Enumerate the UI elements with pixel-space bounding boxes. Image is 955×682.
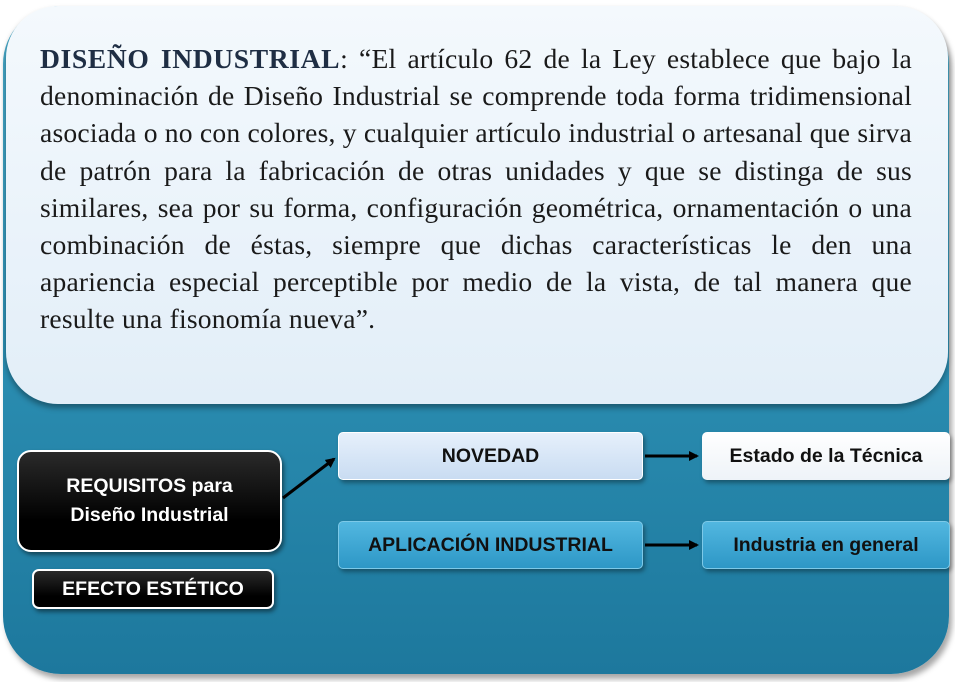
industria-general-box: Industria en general	[702, 521, 950, 569]
definition-term: DISEÑO INDUSTRIAL	[40, 43, 341, 74]
requisitos-line-1: REQUISITOS para	[66, 475, 233, 497]
definition-card	[6, 6, 948, 404]
requisitos-line-2: Diseño Industrial	[70, 504, 229, 526]
requisitos-box	[17, 450, 282, 552]
efecto-estetico-box: EFECTO ESTÉTICO	[32, 569, 274, 609]
definition-paragraph	[40, 40, 912, 338]
definition-body: : “El artículo 62 de la Ley establece que bajo la denominación de Diseño Industrial se comprende toda forma tridimensional asociada o no con colores, y cualquier artículo industrial o artesanal que sirva de patrón para la fabricación de otras unidades y que se distinga de sus similares, sea por su forma, configuración geométrica, ornamentación o una combinación de éstas, siempre que dichas características le den una apariencia especial perceptible por medio de la vista, de tal manera que resulte una fisonomía nueva”.	[40, 43, 912, 335]
novedad-box: NOVEDAD	[338, 432, 643, 480]
aplicacion-industrial-box: APLICACIÓN INDUSTRIAL	[338, 521, 643, 569]
estado-tecnica-box: Estado de la Técnica	[702, 432, 950, 480]
